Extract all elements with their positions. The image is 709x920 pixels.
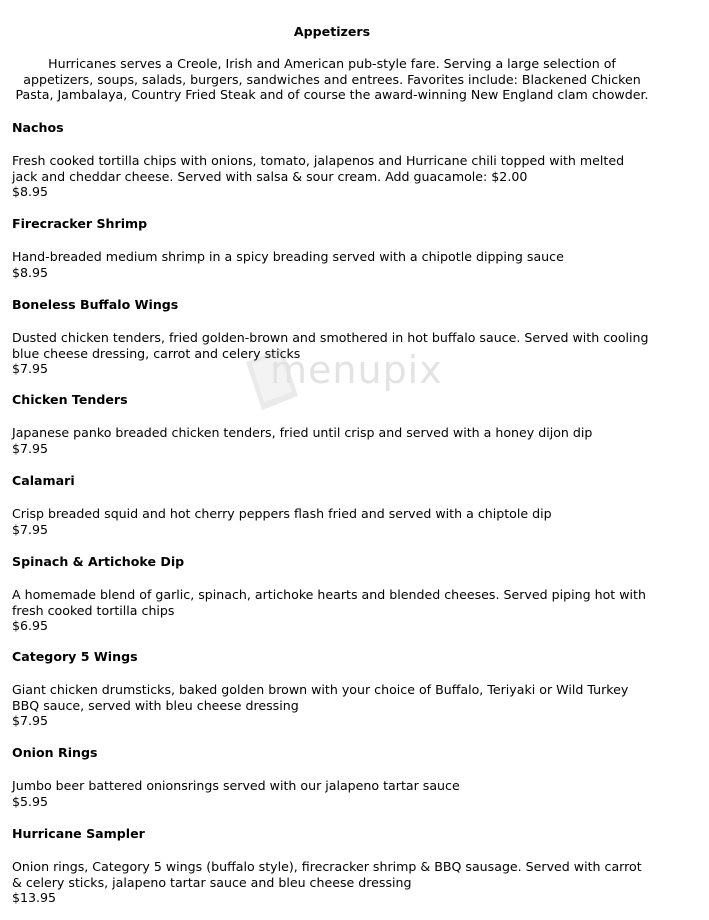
menu-item-nachos: [12, 120, 662, 200]
menu-item-hurricane-sampler: [12, 826, 662, 906]
section-title: Appetizers: [293, 24, 371, 39]
intro-line: Hurricanes serves a Creole, Irish and American pub-style fare. Serving a large selection of: [48, 56, 616, 71]
item-description: [12, 425, 662, 441]
menu-item-calamari: [12, 473, 662, 537]
description-line: jack and cheddar cheese. Served with salsa & sour cream. Add guacamole: $2.00: [12, 168, 528, 184]
item-description: [12, 506, 662, 522]
item-description: [12, 859, 662, 890]
item-name: Hurricane Sampler: [12, 826, 145, 841]
description-line: Hand-breaded medium shrimp in a spicy breading served with a chipotle dipping sauce: [12, 249, 564, 264]
description-line: Crisp breaded squid and hot cherry peppers flash fried and served with a chiptole dip: [12, 506, 552, 521]
item-name: Calamari: [12, 473, 75, 488]
description-line: Dusted chicken tenders, fried golden-brown and smothered in hot buffalo sauce. Served with cooling: [12, 330, 649, 345]
item-name: Firecracker Shrimp: [12, 216, 148, 231]
item-name: Spinach & Artichoke Dip: [12, 554, 185, 569]
item-name: Chicken Tenders: [12, 392, 128, 407]
intro-paragraph: [0, 56, 664, 103]
intro-line: appetizers, soups, salads, burgers, sandwiches and entrees. Favorites include: Blackened Chicken: [23, 71, 641, 87]
item-price: $6.95: [12, 618, 49, 633]
item-price: $7.95: [12, 713, 49, 728]
item-name: Nachos: [12, 120, 64, 135]
menu-item-spinach-artichoke-dip: [12, 554, 662, 634]
item-price: $5.95: [12, 793, 49, 809]
description-line: Onion rings, Category 5 wings (buffalo style), firecracker shrimp & BBQ sausage. Served with carrot: [12, 859, 642, 874]
intro-line: Pasta, Jambalaya, Country Fried Steak and of course the award-winning New England clam chowder.: [15, 87, 649, 102]
description-line: blue cheese dressing, carrot and celery sticks: [12, 345, 301, 361]
watermark-text: menupix: [270, 348, 443, 392]
description-line: Fresh cooked tortilla chips with onions, tomato, jalapenos and Hurricane chili topped with melted: [12, 153, 625, 168]
item-description: [12, 778, 662, 794]
item-description: [12, 249, 662, 265]
item-name: Boneless Buffalo Wings: [12, 297, 179, 312]
item-price: $13.95: [12, 890, 57, 905]
menu-item-firecracker-shrimp: [12, 216, 662, 280]
description-line: fresh cooked tortilla chips: [12, 602, 175, 618]
menu-item-category-5-wings: [12, 649, 662, 729]
description-line: Japanese panko breaded chicken tenders, fried until crisp and served with a honey dijon dip: [12, 425, 593, 440]
description-line: BBQ sauce, served with bleu cheese dressing: [12, 697, 299, 713]
menupix-watermark: [240, 340, 443, 420]
item-description: [12, 682, 662, 713]
description-line: Jumbo beer battered onionsrings served with our jalapeno tartar sauce: [12, 778, 460, 793]
item-price: $8.95: [12, 184, 49, 199]
item-price: $7.95: [12, 440, 49, 456]
menu-item-onion-rings: [12, 745, 662, 809]
item-name: Onion Rings: [12, 745, 98, 760]
item-price: $8.95: [12, 264, 49, 280]
item-price: $7.95: [12, 521, 49, 537]
description-line: & celery sticks, jalapeno tartar sauce and bleu cheese dressing: [12, 874, 412, 890]
description-line: Giant chicken drumsticks, baked golden brown with your choice of Buffalo, Teriyaki or Wild Turkey: [12, 682, 629, 697]
description-line: A homemade blend of garlic, spinach, artichoke hearts and blended cheeses. Served piping hot with: [12, 587, 646, 602]
item-description: [12, 153, 662, 184]
item-description: [12, 587, 662, 618]
item-name: Category 5 Wings: [12, 649, 138, 664]
item-price: $7.95: [12, 361, 49, 376]
